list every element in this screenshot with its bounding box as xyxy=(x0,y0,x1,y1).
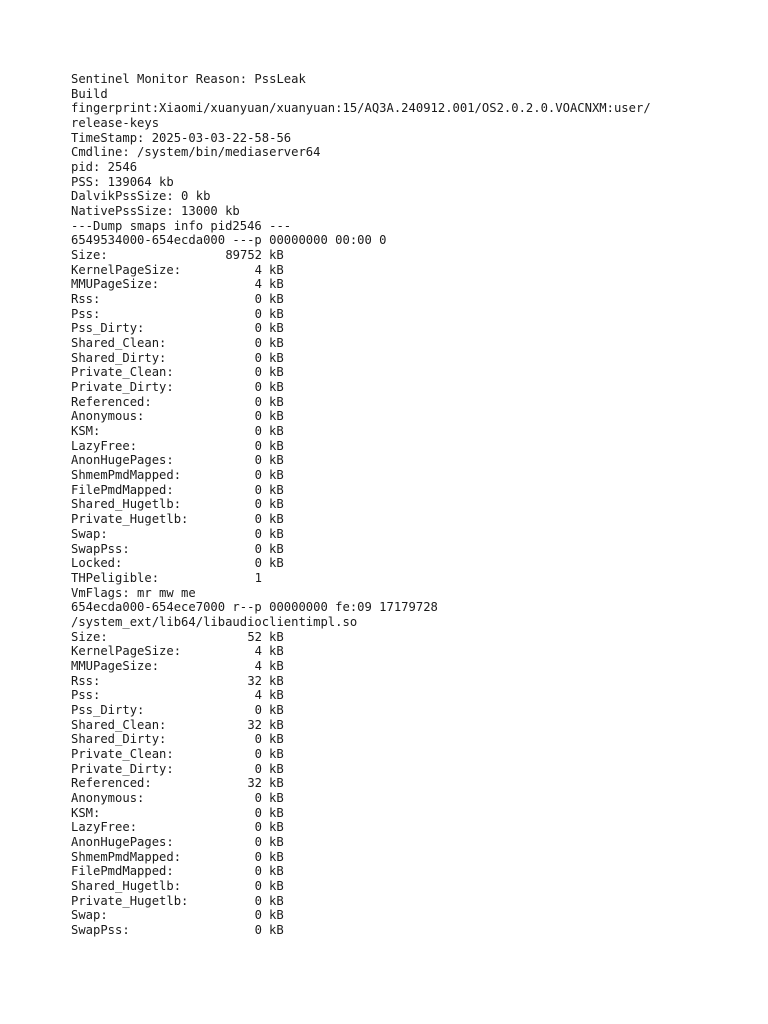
entry-key: Private_Dirty: xyxy=(71,380,174,395)
entry-value: 32 xyxy=(247,776,262,791)
entry-unit: kB xyxy=(269,849,284,864)
entry-key: Private_Dirty: xyxy=(71,761,174,776)
header-line: pid: 2546 xyxy=(71,160,138,175)
entry-value: 0 xyxy=(254,702,262,717)
entry-key: FilePmdMapped: xyxy=(71,482,174,497)
entry-unit: kB xyxy=(269,512,284,527)
entry-value: 4 xyxy=(254,644,262,659)
smaps-entry-row xyxy=(71,674,711,689)
smaps-entry-row xyxy=(71,659,711,674)
entry-value: 4 xyxy=(254,262,262,277)
smaps-entry-row xyxy=(71,718,711,733)
smaps-entry-row xyxy=(71,263,711,278)
entry-unit: kB xyxy=(269,834,284,849)
smaps-entry-row xyxy=(71,409,711,424)
entry-value: 0 xyxy=(254,512,262,527)
entry-unit: kB xyxy=(269,790,284,805)
entry-key: Private_Hugetlb: xyxy=(71,512,189,527)
entry-unit: kB xyxy=(269,688,284,703)
smaps-entry-row xyxy=(71,365,711,380)
smaps-entry-row xyxy=(71,292,711,307)
entry-unit: kB xyxy=(269,424,284,439)
smaps-entry-row xyxy=(71,439,711,454)
entry-key: MMUPageSize: xyxy=(71,277,160,292)
entry-unit: kB xyxy=(269,541,284,556)
entry-unit: kB xyxy=(269,526,284,541)
entry-key: Anonymous: xyxy=(71,409,145,424)
entry-unit: kB xyxy=(269,556,284,571)
smaps-entry-row xyxy=(71,820,711,835)
entry-key: Size: xyxy=(71,629,108,644)
header-line: DalvikPssSize: 0 kb xyxy=(71,189,211,204)
entry-unit: kB xyxy=(269,673,284,688)
entry-unit: kB xyxy=(269,908,284,923)
header-line: Sentinel Monitor Reason: PssLeak xyxy=(71,72,306,86)
entry-value: 0 xyxy=(254,350,262,365)
entry-value: 4 xyxy=(254,277,262,292)
smaps-entry-row xyxy=(71,879,711,894)
entry-unit: kB xyxy=(269,438,284,453)
entry-key: Swap: xyxy=(71,526,108,541)
entry-value: 0 xyxy=(254,849,262,864)
smaps-entry-row xyxy=(71,527,711,542)
entry-unit: kB xyxy=(269,262,284,277)
entry-key: Pss_Dirty: xyxy=(71,702,145,717)
entry-value: 0 xyxy=(254,292,262,307)
entry-unit: kB xyxy=(269,277,284,292)
smaps-entry-row xyxy=(71,732,711,747)
header-line: TimeStamp: 2025-03-03-22-58-56 xyxy=(71,130,292,145)
entry-key: Rss: xyxy=(71,673,101,688)
smaps-entry-row xyxy=(71,556,711,571)
entry-unit: kB xyxy=(269,409,284,424)
entry-unit: kB xyxy=(269,365,284,380)
entry-key: LazyFree: xyxy=(71,438,138,453)
smaps-log xyxy=(71,72,711,938)
entry-key: FilePmdMapped: xyxy=(71,864,174,879)
entry-key: AnonHugePages: xyxy=(71,834,174,849)
entry-key: Pss: xyxy=(71,688,101,703)
entry-unit: kB xyxy=(269,380,284,395)
entry-unit: kB xyxy=(269,644,284,659)
entry-value: 0 xyxy=(254,453,262,468)
entry-unit: kB xyxy=(269,306,284,321)
smaps-entry-row xyxy=(71,351,711,366)
entry-key: Shared_Dirty: xyxy=(71,350,167,365)
smaps-entry-row xyxy=(71,630,711,645)
entry-value: 32 xyxy=(247,673,262,688)
entry-value: 0 xyxy=(254,380,262,395)
region-header-line: /system_ext/lib64/libaudioclientimpl.so xyxy=(71,614,358,629)
entry-value: 0 xyxy=(254,482,262,497)
entry-value: 0 xyxy=(254,336,262,351)
entry-unit: kB xyxy=(269,820,284,835)
entry-unit: kB xyxy=(269,864,284,879)
entry-unit: kB xyxy=(269,878,284,893)
entry-unit: kB xyxy=(269,776,284,791)
entry-value: 0 xyxy=(254,541,262,556)
region-header-line: 6549534000-654ecda000 ---p 00000000 00:00 0 xyxy=(71,233,387,248)
entry-value: 0 xyxy=(254,409,262,424)
entry-unit: kB xyxy=(269,292,284,307)
entry-key: ShmemPmdMapped: xyxy=(71,468,182,483)
entry-value: 0 xyxy=(254,526,262,541)
entry-key: KernelPageSize: xyxy=(71,644,182,659)
entry-value: 52 xyxy=(247,629,262,644)
header-line: ---Dump smaps info pid2546 --- xyxy=(71,218,292,233)
smaps-entry-row xyxy=(71,644,711,659)
entry-value: 0 xyxy=(254,321,262,336)
header-line: Build xyxy=(71,86,108,101)
smaps-entry-row xyxy=(71,762,711,777)
entry-unit: kB xyxy=(269,453,284,468)
entry-unit: kB xyxy=(269,893,284,908)
smaps-entry-row xyxy=(71,776,711,791)
entry-value: 0 xyxy=(254,790,262,805)
entry-key: MMUPageSize: xyxy=(71,658,160,673)
entry-unit: kB xyxy=(269,658,284,673)
entry-key: Pss: xyxy=(71,306,101,321)
entry-key: Shared_Hugetlb: xyxy=(71,878,182,893)
smaps-entry-row xyxy=(71,747,711,762)
smaps-entry-row xyxy=(71,688,711,703)
header-line: fingerprint:Xiaomi/xuanyuan/xuanyuan:15/AQ3A.240912.001/OS2.0.2.0.VOACNXM:user/ xyxy=(71,101,651,116)
entry-key: Rss: xyxy=(71,292,101,307)
smaps-entry-row xyxy=(71,248,711,263)
smaps-entry-row xyxy=(71,336,711,351)
entry-key: KSM: xyxy=(71,424,101,439)
entry-key: AnonHugePages: xyxy=(71,453,174,468)
smaps-entry-row xyxy=(71,512,711,527)
smaps-entry-row xyxy=(71,307,711,322)
entry-key: KernelPageSize: xyxy=(71,262,182,277)
entry-value: 0 xyxy=(254,761,262,776)
entry-unit: kB xyxy=(269,321,284,336)
smaps-entry-row xyxy=(71,424,711,439)
entry-key: SwapPss: xyxy=(71,922,130,937)
entry-unit: kB xyxy=(269,805,284,820)
entry-value: 32 xyxy=(247,717,262,732)
smaps-entry-row xyxy=(71,453,711,468)
entry-value: 0 xyxy=(254,394,262,409)
entry-value: 0 xyxy=(254,468,262,483)
entry-key: Shared_Clean: xyxy=(71,717,167,732)
smaps-entry-row xyxy=(71,806,711,821)
header-line: Cmdline: /system/bin/mediaserver64 xyxy=(71,145,321,160)
smaps-entry-row xyxy=(71,864,711,879)
entry-value: 0 xyxy=(254,306,262,321)
header-line: NativePssSize: 13000 kb xyxy=(71,204,240,219)
region-header-line: 654ecda000-654ece7000 r--p 00000000 fe:09 17179728 xyxy=(71,600,438,615)
header-line: PSS: 139064 kb xyxy=(71,174,174,189)
header-line: release-keys xyxy=(71,116,160,131)
entry-value: 0 xyxy=(254,732,262,747)
entry-key: Pss_Dirty: xyxy=(71,321,145,336)
entry-key: Referenced: xyxy=(71,776,152,791)
entry-value: 0 xyxy=(254,424,262,439)
entry-key: Private_Clean: xyxy=(71,746,174,761)
entry-key: ShmemPmdMapped: xyxy=(71,849,182,864)
entry-key: THPeligible: xyxy=(71,570,160,585)
entry-key: Shared_Hugetlb: xyxy=(71,497,182,512)
entry-key: Private_Clean: xyxy=(71,365,174,380)
entry-value: 0 xyxy=(254,820,262,835)
entry-unit: kB xyxy=(269,497,284,512)
entry-key: Swap: xyxy=(71,908,108,923)
entry-value: 0 xyxy=(254,834,262,849)
entry-value: 0 xyxy=(254,864,262,879)
smaps-entry-row xyxy=(71,380,711,395)
smaps-entry-row xyxy=(71,571,711,586)
smaps-entry-row xyxy=(71,468,711,483)
smaps-entry-row xyxy=(71,791,711,806)
entry-unit: kB xyxy=(269,629,284,644)
entry-value: 89752 xyxy=(225,248,262,263)
entry-key: Shared_Clean: xyxy=(71,336,167,351)
entry-unit: kB xyxy=(269,468,284,483)
entry-key: SwapPss: xyxy=(71,541,130,556)
entry-unit: kB xyxy=(269,702,284,717)
smaps-entry-row xyxy=(71,923,711,938)
entry-value: 0 xyxy=(254,805,262,820)
smaps-entry-row xyxy=(71,835,711,850)
smaps-entry-row xyxy=(71,497,711,512)
entry-key: LazyFree: xyxy=(71,820,138,835)
smaps-entry-row xyxy=(71,703,711,718)
entry-unit: kB xyxy=(269,336,284,351)
entry-unit: kB xyxy=(269,732,284,747)
entry-key: Private_Hugetlb: xyxy=(71,893,189,908)
entry-unit: kB xyxy=(269,350,284,365)
entry-key: Referenced: xyxy=(71,394,152,409)
entry-value: 0 xyxy=(254,893,262,908)
entry-unit: kB xyxy=(269,761,284,776)
smaps-entry-row xyxy=(71,483,711,498)
entry-value: 0 xyxy=(254,365,262,380)
smaps-entry-row xyxy=(71,850,711,865)
entry-unit: kB xyxy=(269,482,284,497)
entry-value: 0 xyxy=(254,556,262,571)
entry-key: Anonymous: xyxy=(71,790,145,805)
smaps-entry-row xyxy=(71,277,711,292)
smaps-entry-row xyxy=(71,908,711,923)
entry-key: Locked: xyxy=(71,556,123,571)
entry-value: 1 xyxy=(254,570,262,585)
smaps-entry-row xyxy=(71,321,711,336)
entry-unit: kB xyxy=(269,717,284,732)
smaps-entry-row xyxy=(71,894,711,909)
smaps-entry-row xyxy=(71,542,711,557)
entry-key: Size: xyxy=(71,248,108,263)
entry-key: KSM: xyxy=(71,805,101,820)
entry-value: 0 xyxy=(254,438,262,453)
entry-value: 4 xyxy=(254,688,262,703)
entry-value: 0 xyxy=(254,908,262,923)
entry-key: Shared_Dirty: xyxy=(71,732,167,747)
entry-value: 4 xyxy=(254,658,262,673)
entry-value: 0 xyxy=(254,497,262,512)
entry-unit: kB xyxy=(269,746,284,761)
entry-unit: kB xyxy=(269,248,284,263)
entry-value: 0 xyxy=(254,922,262,937)
entry-value: 0 xyxy=(254,878,262,893)
entry-unit: kB xyxy=(269,922,284,937)
vmflags-line: VmFlags: mr mw me xyxy=(71,585,196,600)
smaps-entry-row xyxy=(71,395,711,410)
entry-value: 0 xyxy=(254,746,262,761)
entry-unit: kB xyxy=(269,394,284,409)
